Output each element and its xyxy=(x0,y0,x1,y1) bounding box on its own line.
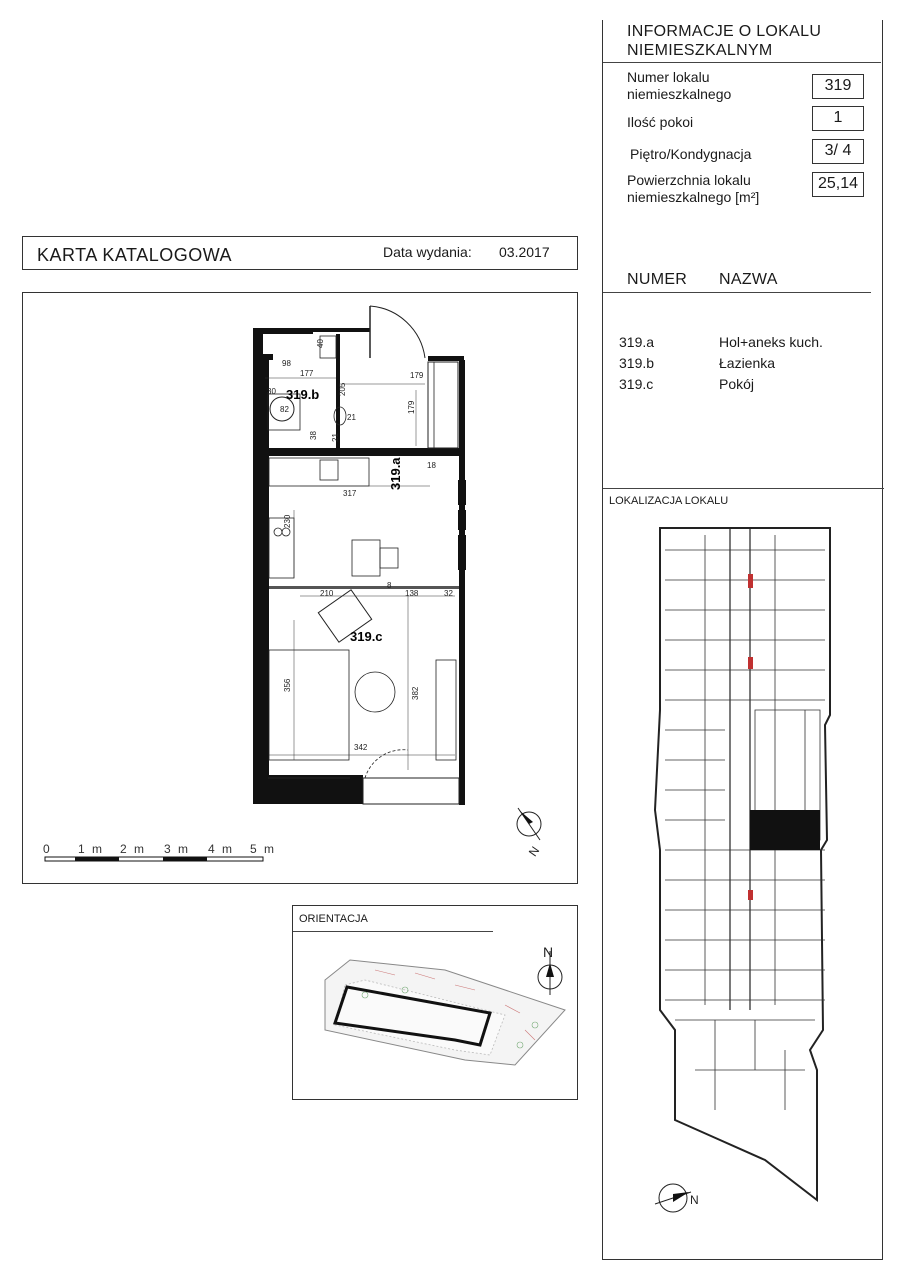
plan-north-letter: N xyxy=(525,843,543,859)
orientation-title-divider xyxy=(293,931,493,932)
dim-text: 317 xyxy=(343,489,357,498)
dim-text: 98 xyxy=(282,359,291,368)
unit-highlight-marker xyxy=(748,574,753,588)
scale-tick-label: 3 m xyxy=(164,842,191,856)
info-heading-divider xyxy=(603,62,881,63)
location-divider xyxy=(603,488,884,489)
dim-text: 356 xyxy=(283,678,292,692)
plan-north-arrow-icon xyxy=(505,800,555,860)
area-label-line1: Powierzchnia lokalu xyxy=(627,172,751,188)
room-row-name: Hol+aneks kuch. xyxy=(719,334,823,350)
room-row-name: Pokój xyxy=(719,376,755,392)
dim-text: 8 xyxy=(387,581,392,590)
dim-text: 177 xyxy=(300,369,314,378)
building-location-plan xyxy=(605,510,880,1230)
catalog-title: KARTA KATALOGOWA xyxy=(37,245,233,265)
room-label-319a: 319.a xyxy=(388,457,403,490)
dim-text: 179 xyxy=(410,371,424,380)
dim-text: 205 xyxy=(338,382,347,396)
rooms-label: Ilość pokoi xyxy=(627,114,694,130)
dim-text: 38 xyxy=(309,431,318,440)
info-panel-left-border xyxy=(602,20,603,1260)
dim-text: 179 xyxy=(407,400,416,414)
orientation-site-plan xyxy=(305,935,575,1095)
scale-tick-label: 5 m xyxy=(250,842,277,856)
dim-text: 138 xyxy=(405,589,419,598)
area-label-line2: niemieszkalnego [m²] xyxy=(627,189,760,205)
room-row-number: 319.c xyxy=(619,376,654,392)
info-heading-line2: NIEMIESZKALNYM xyxy=(627,42,773,59)
dim-text: 210 xyxy=(320,589,334,598)
scale-tick-label: 2 m xyxy=(120,842,147,856)
orientation-title: ORIENTACJA xyxy=(299,913,368,925)
location-north-arrow xyxy=(655,1184,691,1212)
catalog-date-label: Data wydania: xyxy=(383,244,472,260)
rooms-value-box: 1 xyxy=(812,106,864,131)
unit-highlight-marker xyxy=(748,657,753,669)
dim-text: 30 xyxy=(267,387,276,396)
orientation-north-letter: N xyxy=(543,944,554,960)
dim-text: 82 xyxy=(280,405,289,414)
scale-tick-label: 4 m xyxy=(208,842,235,856)
dim-text: 18 xyxy=(427,461,436,470)
dim-text: 230 xyxy=(283,514,292,528)
info-panel-right-border xyxy=(882,20,883,1260)
catalog-date-value: 03.2017 xyxy=(499,244,550,260)
table-header-number: NUMER xyxy=(627,271,688,288)
dim-text: 21 xyxy=(331,433,340,442)
room-label-319c: 319.c xyxy=(350,629,383,644)
stair-core-block xyxy=(750,810,820,850)
number-value-box: 319 xyxy=(812,74,864,99)
dim-text: 382 xyxy=(411,686,420,700)
unit-highlight-marker xyxy=(748,890,753,900)
dim-text: 21 xyxy=(347,413,356,422)
scale-tick-label: 0 xyxy=(43,842,50,856)
scale-tick-label: 1 m xyxy=(78,842,105,856)
dim-text: 40 xyxy=(316,339,325,348)
room-label-319b: 319.b xyxy=(286,387,320,402)
scale-bar xyxy=(40,840,290,864)
number-label-line1: Numer lokalu xyxy=(627,69,710,85)
area-value-box: 25,14 xyxy=(812,172,864,197)
floor-value-box: 3/ 4 xyxy=(812,139,864,164)
table-header-name: NAZWA xyxy=(719,271,778,288)
location-title: LOKALIZACJA LOKALU xyxy=(609,495,729,507)
dim-text: 32 xyxy=(444,589,453,598)
room-row-number: 319.a xyxy=(619,334,655,350)
table-header-divider xyxy=(603,292,871,293)
room-row-number: 319.b xyxy=(619,355,655,371)
floor-plan-drawing xyxy=(240,300,480,810)
info-heading-line1: INFORMACJE O LOKALU xyxy=(627,23,822,40)
info-panel-bottom-border xyxy=(602,1259,883,1260)
dim-text: 342 xyxy=(354,743,368,752)
number-label-line2: niemieszkalnego xyxy=(627,86,732,102)
floor-label: Piętro/Kondygnacja xyxy=(630,146,752,162)
location-north-letter: N xyxy=(690,1193,699,1207)
room-row-name: Łazienka xyxy=(719,355,776,371)
